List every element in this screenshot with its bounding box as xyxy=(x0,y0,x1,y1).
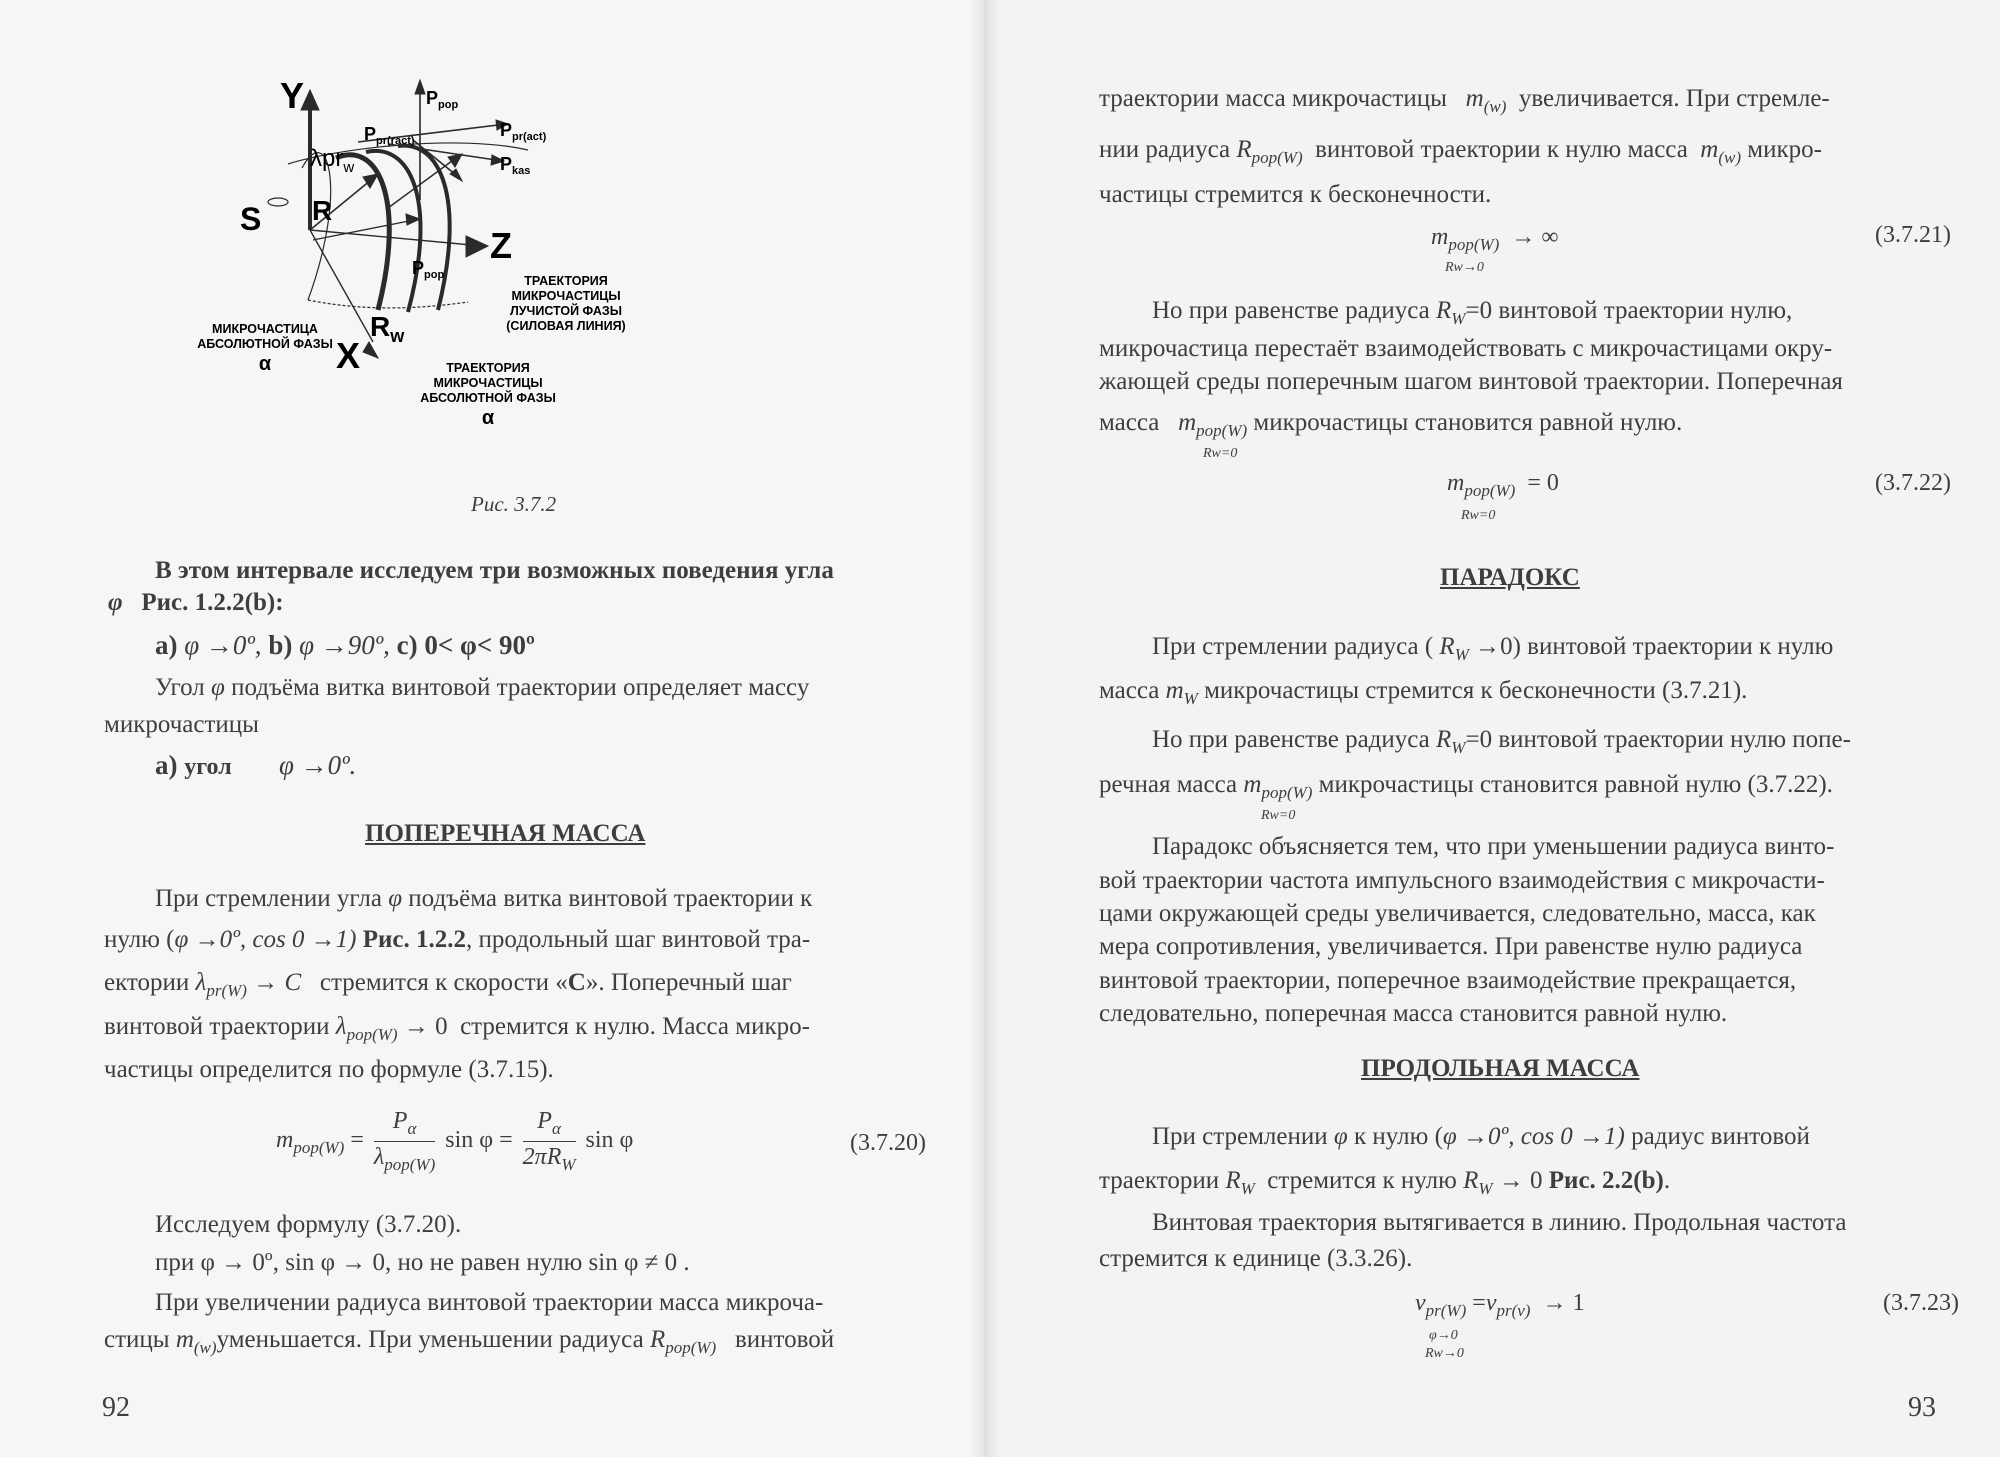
sub-a-line: а) угол φ →0º. xyxy=(155,750,357,780)
helix-figure xyxy=(197,75,778,452)
paradox-line-2: масса $m_W$ микрочастицы стремится к бесконечности (3.7.21). xyxy=(1099,677,1748,708)
equation-3-7-22: $m_{pop(W)} = 0$ xyxy=(1447,470,1559,500)
axis-z-label: Z xyxy=(490,225,512,266)
svg-text:(СИЛОВАЯ ЛИНИЯ): (СИЛОВАЯ ЛИНИЯ) xyxy=(506,319,626,333)
explain-line-5: винтовой траектории, поперечное взаимодействие прекращается, xyxy=(1099,967,1797,994)
svg-text:ЛУЧИСТОЙ ФАЗЫ: ЛУЧИСТОЙ ФАЗЫ xyxy=(510,304,622,318)
r-label: R xyxy=(312,195,333,226)
r-line-1: траектории масса микрочастицы $m_{(w)}$ увеличивается. При стремле- xyxy=(1099,85,1830,116)
right-page xyxy=(985,0,2000,1457)
svg-text:МИКРОЧАСТИЦЫ: МИКРОЧАСТИЦЫ xyxy=(433,376,543,390)
explain-line-6: следовательно, поперечная масса становится равной нулю. xyxy=(1099,1000,1728,1027)
paradox-line-4: речная масса $m_{pop(W)}$ микрочастицы становится равной нулю (3.7.22). xyxy=(1099,771,1833,802)
lambda-label: λpr$_w$ xyxy=(310,145,355,176)
intro-line-2: φ Рис. 1.2.2(b): xyxy=(108,589,284,616)
svg-text:АБСОЛЮТНОЙ ФАЗЫ: АБСОЛЮТНОЙ ФАЗЫ xyxy=(197,337,333,351)
p1-line-4: винтовой траектории $\lambda_{pop(W)} \to 0$ стремится к нулю. Масса микро- xyxy=(104,1013,810,1044)
equation-number-3-7-21: (3.7.21) xyxy=(1875,222,1951,248)
equation-number-3-7-22: (3.7.22) xyxy=(1875,470,1951,496)
p-pop-mid-label: $P_{pop}$ xyxy=(412,258,445,281)
long-line-4: стремится к единице (3.3.26). xyxy=(1099,1245,1413,1272)
svg-text:МИКРОЧАСТИЦА: МИКРОЧАСТИЦА xyxy=(212,322,318,336)
r-line-3: частицы стремится к бесконечности. xyxy=(1099,181,1492,208)
paradox-line-1: При стремлении радиуса ( $R_W \to 0$) винтовой траектории к нулю xyxy=(1152,633,1834,664)
svg-text:ТРАЕКТОРИЯ: ТРАЕКТОРИЯ xyxy=(446,361,530,375)
p-pr-ract-label: $P_{pr(ract)}$ xyxy=(364,124,415,147)
equation-number-3-7-20: (3.7.20) xyxy=(850,1130,926,1156)
long-line-1: При стремлении φ к нулю (φ →0º, cos 0 →1) радиус винтовой xyxy=(1152,1123,1810,1150)
p1-line-5: частицы определится по формуле (3.7.15). xyxy=(104,1056,554,1083)
p-kas-label: $P_{kas}$ xyxy=(500,154,531,177)
section-heading-longitudinal-mass: ПРОДОЛЬНАЯ МАССА xyxy=(1361,1055,1640,1082)
book-gutter xyxy=(968,0,1002,1457)
paradox-line-3: Но при равенстве радиуса $R_W=0$ винтовой траектории нулю попе- xyxy=(1152,726,1851,757)
long-line-2: траектории $R_W$ стремится к нулю $R_W \to 0$ Рис. 2.2(b). xyxy=(1099,1167,1671,1198)
page-number-left: 92 xyxy=(102,1392,130,1423)
intro-line-1: В этом интервале исследуем три возможных поведения угла xyxy=(155,557,834,584)
svg-text:α: α xyxy=(258,353,272,375)
limit-3-7-22: Rw=0 xyxy=(1461,508,1496,523)
r-line-2: нии радиуса $R_{pop(W)}$ винтовой траектории к нулю масса $m_{(w)}$ микро- xyxy=(1099,136,1822,167)
helix-coils xyxy=(268,143,531,312)
p-pr-act-label: $P_{pr(act)}$ xyxy=(500,120,547,143)
section-heading-paradox: ПАРАДОКС xyxy=(1440,564,1580,591)
figure-caption: Рис. 3.7.2 xyxy=(471,492,557,516)
traj-lucist-label xyxy=(506,274,625,333)
svg-text:АБСОЛЮТНОЙ ФАЗЫ: АБСОЛЮТНОЙ ФАЗЫ xyxy=(420,391,556,405)
equation-number-3-7-23: (3.7.23) xyxy=(1883,1290,1959,1316)
limit-3-7-23-a: φ→0 xyxy=(1429,1328,1458,1343)
explain-line-3: цами окружающей среды увеличивается, следовательно, масса, как xyxy=(1099,900,1816,927)
svg-text:МИКРОЧАСТИЦЫ: МИКРОЧАСТИЦЫ xyxy=(511,289,621,303)
p1-line-3: ектории $\lambda_{pr(W)} \to C$ стремится к скорости «С». Поперечный шаг xyxy=(104,969,792,1000)
increase-line-2: стицы $m_{(w)}уменьшается$. При уменьшении радиуса $R_{pop(W)}$ винтовой xyxy=(104,1326,835,1357)
axis-x-label: X xyxy=(336,335,361,376)
section-heading-transverse-mass: ПОПЕРЕЧНАЯ МАССА xyxy=(365,820,646,847)
s-label: S xyxy=(240,201,262,237)
limit-3-7-23-b: Rw→0 xyxy=(1425,1346,1464,1361)
equation-3-7-20: $m_{pop(W)}$ = $\frac{P_\alpha}{\lambda_{pop(W)}}$ sin φ = $\frac{P_\alpha}{2\pi R_W}$ sin φ xyxy=(276,1108,634,1174)
cases-line: а) φ →0º, b) φ →90º, с) 0< φ< 90º xyxy=(155,630,535,660)
r-line-7-limit: Rw=0 xyxy=(1203,446,1238,461)
fraction-1: $\frac{P_\alpha}{\lambda_{pop(W)}}$ xyxy=(373,1108,436,1174)
p-pop-top-label: $P_{pop}$ xyxy=(426,88,459,111)
equation-3-7-21: $m_{pop(W)}$ → ∞ xyxy=(1431,224,1559,254)
svg-text:ТРАЕКТОРИЯ: ТРАЕКТОРИЯ xyxy=(524,274,608,288)
p1-line-1: При стремлении угла φ подъёма витка винтовой траектории к xyxy=(155,885,813,912)
traj-abs-label xyxy=(420,361,556,429)
study-line: Исследуем формулу (3.7.20). xyxy=(155,1211,462,1238)
rw-label: $R_w$ xyxy=(370,311,405,346)
r-line-5: микрочастица перестаёт взаимодействовать с микрочастицами окру- xyxy=(1099,335,1833,362)
long-line-3: Винтовая траектория вытягивается в линию. Продольная частота xyxy=(1152,1209,1847,1236)
study-line-2: при φ → 0º, sin φ → 0, но не равен нулю sin φ ≠ 0 . xyxy=(155,1249,690,1276)
explain-line-4: мера сопротивления, увеличивается. При равенстве нулю радиуса xyxy=(1099,933,1803,960)
microparticle-label xyxy=(197,322,333,375)
page-number-right: 93 xyxy=(1908,1392,1936,1423)
r-line-6: жающей среды поперечным шагом винтовой траектории. Поперечная xyxy=(1099,368,1843,395)
angle-line-2: микрочастицы xyxy=(104,711,259,738)
fraction-2: $\frac{P_\alpha}{2\pi R_W}$ xyxy=(522,1108,576,1174)
explain-line-2: вой траектории частота импульсного взаимодействия с микрочасти- xyxy=(1099,867,1825,894)
increase-line-1: При увеличении радиуса винтовой траектории масса микроча- xyxy=(155,1289,824,1316)
paradox-line-4-limit: Rw=0 xyxy=(1261,808,1296,823)
r-line-7: масса $m_{pop(W)}$ микрочастицы становится равной нулю. xyxy=(1099,409,1683,440)
left-page xyxy=(0,0,985,1457)
equation-3-7-23: $\nu_{pr(W)} =\nu_{pr(\nu)} \to 1$ xyxy=(1415,1290,1585,1320)
axis-y-label: Y xyxy=(280,75,305,116)
angle-line-1: Угол φ подъёма витка винтовой траектории определяет массу xyxy=(155,674,810,701)
r-line-4: Но при равенстве радиуса $R_W=0$ винтовой траектории нулю, xyxy=(1152,297,1793,328)
explain-line-1: Парадокс объясняется тем, что при уменьшении радиуса винто- xyxy=(1152,833,1835,860)
p1-line-2: нулю (φ →0º, cos 0 →1) Рис. 1.2.2, продольный шаг винтовой тра- xyxy=(104,926,811,953)
limit-3-7-21: Rw→0 xyxy=(1445,260,1484,275)
svg-text:α: α xyxy=(481,407,495,429)
